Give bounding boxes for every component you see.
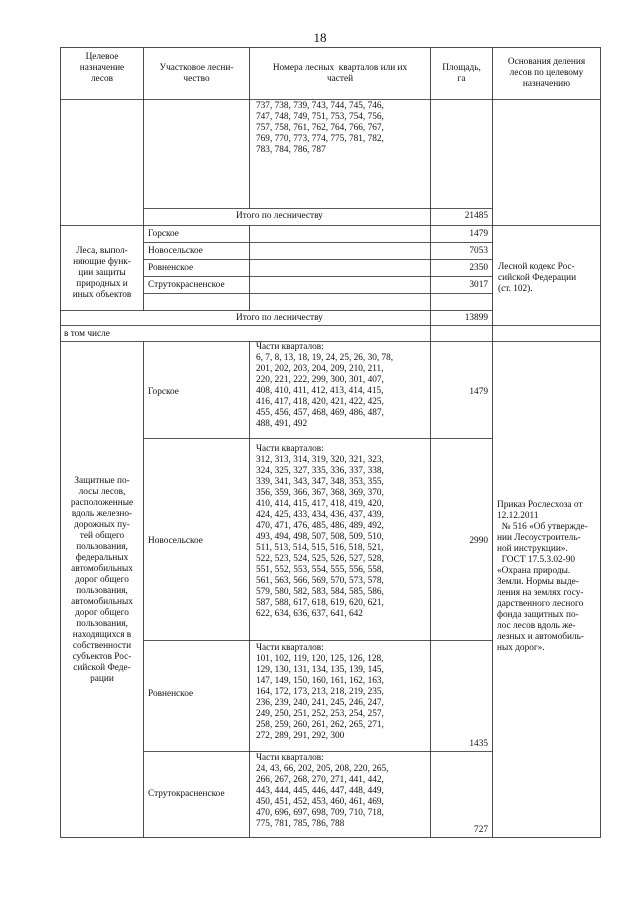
block3-forestry-novoselskoe: Новосельское (148, 536, 203, 546)
block2-total-label: Итого по лесничеству (236, 313, 323, 323)
header-area: Площадь, га (442, 63, 481, 84)
block2-forestry-strutokrasnenskoe: Струтокрасненское (148, 280, 225, 290)
block2-purpose: Леса, выпол- няющие функ- ции защиты природных и иных объектов (72, 246, 132, 300)
block2-basis: Лесной кодекс Рос- сийской Федерации (ст. 102). (498, 262, 577, 294)
block2-forestry-gorskoe: Горское (148, 229, 179, 239)
block1-quarters: 737, 738, 739, 743, 744, 745, 746, 747, 748, 749, 751, 753, 754, 756, 757, 758, 761, 762, 764, 766, 767, 769, 770, 773, 774, 775, 781, 782, 783, 784, 786, 787 (256, 101, 384, 155)
block3-area-strutokrasnenskoe: 727 (474, 825, 488, 835)
block3-forestry-rovnenskoe: Ровненское (148, 689, 194, 699)
header-quarters: Номера лесных кварталов или их частей (272, 63, 408, 84)
block2-area-rovnenskoe: 2350 (469, 263, 488, 273)
block2-total-area: 13899 (464, 313, 488, 323)
block3-area-rovnenskoe: 1435 (469, 739, 488, 749)
block1-total-label: Итого по лесничеству (236, 211, 323, 221)
block2-area-strutokrasnenskoe: 3017 (469, 280, 488, 290)
block2-area-gorskoe: 1479 (469, 229, 488, 239)
block3-quarters-strutokrasnenskoe: Части кварталов: 24, 43, 66, 202, 205, 208, 220, 265, 266, 267, 268, 270, 271, 441, 442, 443, 444, 445, 446, 447, 448, 449, 450, 451, 452, 453, 460, 461, 469, 470, 696, 697, 698, 709, 710, 718, 775, 781, 785, 786, 788 (256, 753, 389, 829)
block3-forestry-gorskoe: Горское (148, 387, 179, 397)
block3-purpose: Защитные по- лосы лесов, расположенные вдоль железно- дорожных пу- тей общего пользования, федеральных автомобильных дорог общего пользования, автомобильных дорог общего пользования, находящихся в собственности субъектов Рос- сийской Феде- рации (70, 476, 134, 684)
page-number: 18 (313, 30, 327, 45)
header-forestry: Участковое лесни- чество (159, 63, 234, 84)
block3-forestry-strutokrasnenskoe: Струтокрасненское (148, 789, 225, 799)
including-label: в том числе (64, 329, 110, 339)
block2-forestry-rovnenskoe: Ровненское (148, 263, 194, 273)
block1-total-area: 21485 (464, 211, 488, 221)
block3-quarters-gorskoe: Части кварталов: 6, 7, 8, 13, 18, 19, 24, 25, 26, 30, 78, 201, 202, 203, 204, 209, 210, 211, 220, 221, 222, 299, 300, 301, 407, 408, 410, 411, 412, 413, 414, 415, 416, 417, 418, 420, 421, 422, 425, 455, 456, 457, 468, 469, 486, 487, 488, 491, 492 (256, 342, 394, 429)
header-purpose: Целевое назначение лесов (79, 52, 125, 84)
block3-quarters-rovnenskoe: Части кварталов: 101, 102, 119, 120, 125, 126, 128, 129, 130, 131, 134, 135, 139, 145, 147, 149, 150, 160, 161, 162, 163, 164, 172, 173, 213, 218, 219, 235, 236, 239, 240, 241, 245, 246, 247, 249, 250, 251, 252, 253, 254, 257, 258, 259, 260, 261, 262, 265, 271, 272, 289, 291, 292, 300 (256, 643, 384, 741)
block2-forestry-novoselskoe: Новосельское (148, 246, 203, 256)
block3-area-novoselskoe: 2990 (469, 536, 488, 546)
block2-area-novoselskoe: 7053 (469, 246, 488, 256)
header-basis: Основания деления лесов по целевому назначению (507, 57, 586, 89)
block3-basis: Приказ Рослесхоза от 12.12.2011 № 516 «Об утвержде- нии Лесоустроитель- ной инструкции». ГОСТ 17.5.3.02-90 «Охрана природы. Земли. Нормы выде- ления на землях госу- дарственного лесного фонда защитных по- лос лесов вдоль же- лезных и автомобиль- ных дорог». (497, 500, 588, 653)
block3-area-gorskoe: 1479 (469, 387, 488, 397)
block3-quarters-novoselskoe: Части кварталов: 312, 313, 314, 319, 320, 321, 323, 324, 325, 327, 335, 336, 337, 338, 339, 341, 343, 347, 348, 353, 355, 356, 359, 366, 367, 368, 369, 370, 410, 414, 415, 417, 418, 419, 420, 424, 425, 433, 434, 436, 437, 439, 470, 471, 476, 485, 486, 489, 492, 493, 494, 498, 507, 508, 509, 510, 511, 513, 514, 515, 516, 518, 521, 522, 523, 524, 525, 526, 527, 528, 551, 552, 553, 554, 555, 556, 558, 561, 563, 566, 569, 570, 573, 578, 579, 580, 582, 583, 584, 585, 586, 587, 588, 617, 618, 619, 620, 621, 622, 634, 636, 637, 641, 642 (256, 444, 384, 619)
